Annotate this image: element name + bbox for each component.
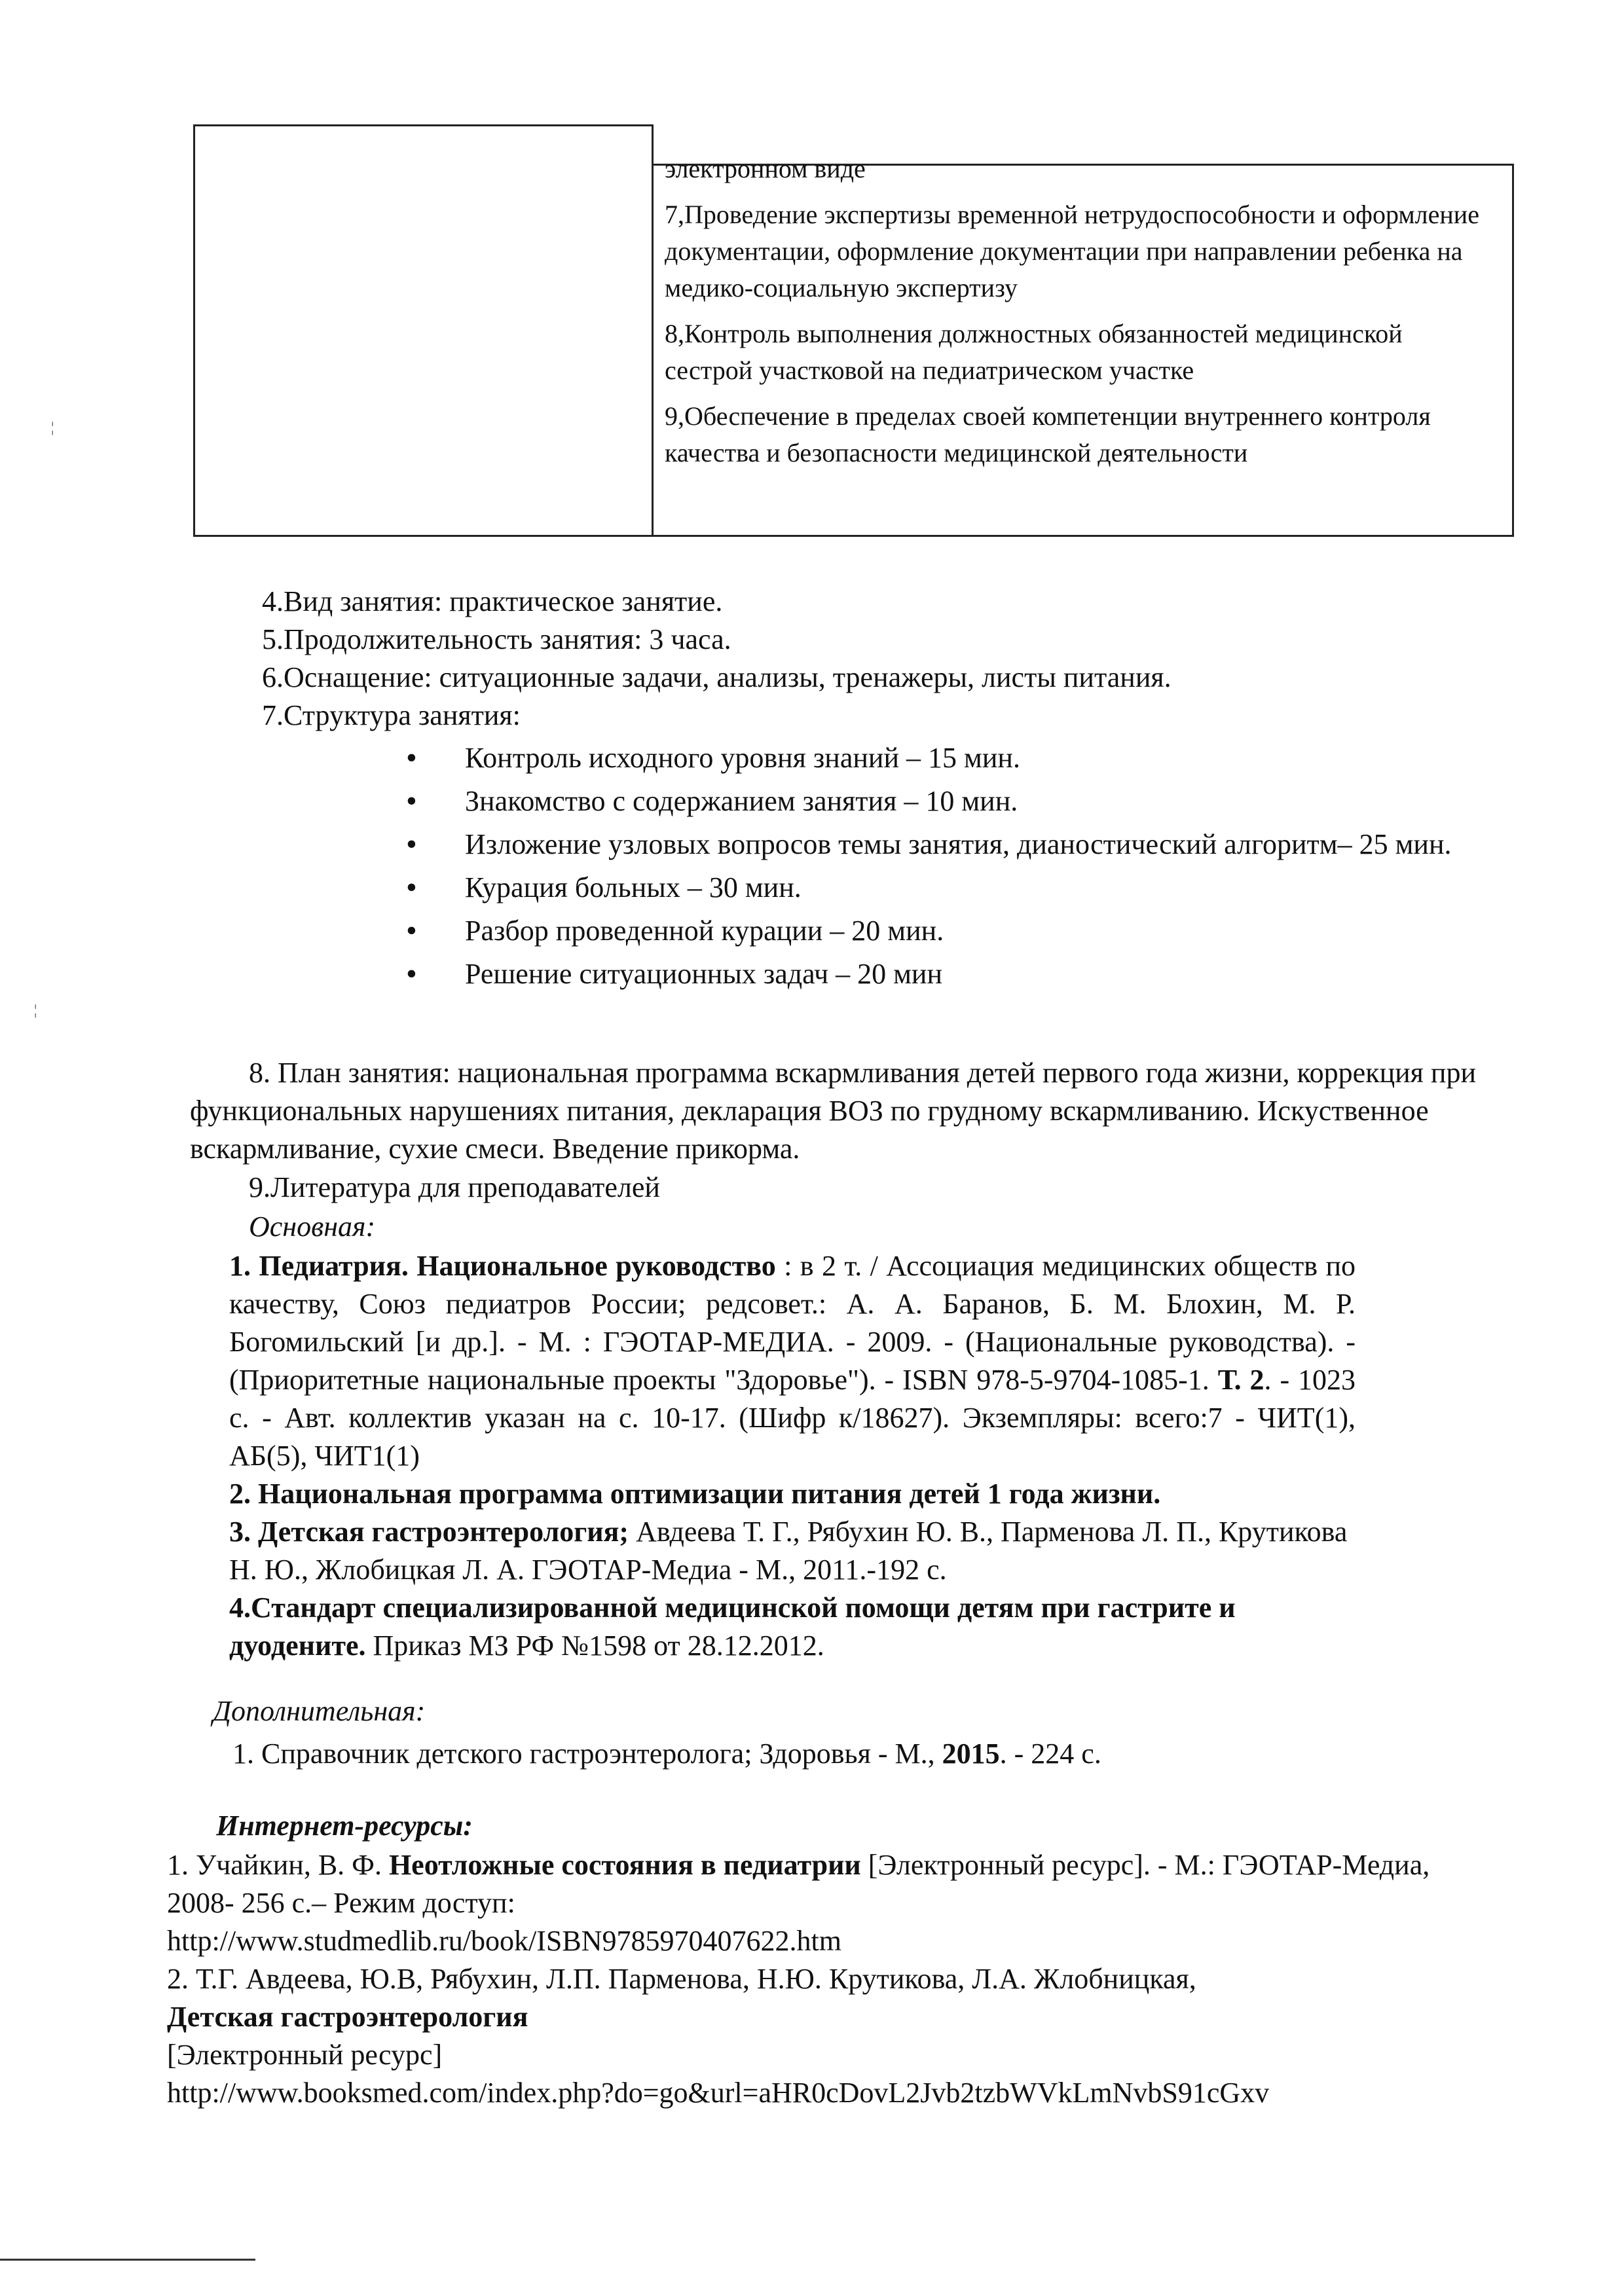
internet-resource-2-url[interactable]: http://www.booksmed.com/index.php?do=go&url=aHR0cDovL2Jvb2tzbWVkLmNvbS91cGxv xyxy=(167,2077,1270,2109)
additional-reference-tail: . - 224 с. xyxy=(999,1738,1101,1770)
internet-resource-1-title: Неотложные состояния в педиатрии xyxy=(388,1849,861,1881)
reference-1-text: : в 2 т. / Ассоциация медицинских обществ по качеству, Союз педиатров России; редсовет.: А. А. Баранов, Б. М. Блохин, М. Р. Богомильский [и др.]. - М. : ГЭОТАР-МЕДИА. - 2009. - (Национальные руководства). - (Приоритетные национальные проекты "Здоровье"). - ISBN 978-5-9704-1085-1. xyxy=(229,1250,1356,1396)
reference-3-text: Авдеева Т. Г., Рябухин Ю. В., Парменова Л. П., Крутикова Н. Ю., Жлобицкая Л. А. ГЭОТАР-Медиа - М., 2011.-192 с. xyxy=(229,1516,1348,1586)
list-item: • Разбор проведенной курации – 20 мин. xyxy=(406,913,1506,949)
margin-mark: ¦ xyxy=(51,419,54,435)
lesson-duration: 5.Продолжительность занятия: 3 часа. xyxy=(262,623,731,655)
additional-reference-1 xyxy=(232,1735,1477,1773)
main-literature-label: Основная: xyxy=(249,1211,376,1243)
internet-resources-label: Интернет-ресурсы: xyxy=(216,1810,473,1842)
list-item: • Курация больных – 30 мин. xyxy=(406,869,1506,906)
table-cell-competencies xyxy=(665,151,1490,471)
table-left-border xyxy=(193,124,195,537)
reference-2: 2. Национальная программа оптимизации питания детей 1 года жизни. xyxy=(229,1478,1161,1510)
list-item: • Решение ситуационных задач – 20 мин xyxy=(406,956,1506,993)
additional-reference-year: 2015 xyxy=(942,1738,1000,1770)
lesson-type: 4.Вид занятия: практическое занятие. xyxy=(262,585,723,617)
table-top-border-left xyxy=(193,124,652,126)
cell-item-8: 8,Контроль выполнения должностных обязанностей медицинской сестрой участковой на педиатрическом участке xyxy=(665,319,1403,385)
reference-1 xyxy=(229,1247,1356,1475)
margin-mark: ¦ xyxy=(34,1002,37,1018)
internet-resource-1-url[interactable]: http://www.studmedlib.ru/book/ISBN9785970407622.htm xyxy=(167,1925,841,1957)
lesson-plan: 8. План занятия: национальная программа вскармливания детей первого года жизни, коррекция при функциональных нарушениях питания, декларация ВОЗ по грудному вскармливанию. Искуственное вскармливание, сухие смеси. Введение прикорма. xyxy=(190,1057,1476,1165)
table-bottom-border xyxy=(193,535,1514,537)
internet-resource-2-authors: 2. Т.Г. Авдеева, Ю.В, Рябухин, Л.П. Парменова, Н.Ю. Крутикова, Л.А. Жлобницкая, xyxy=(167,1963,1196,1995)
list-item: • Изложение узловых вопросов темы занятия, дианостический алгоритм– 25 мин. xyxy=(406,826,1506,863)
internet-resource-1-author: 1. Учайкин, В. Ф. xyxy=(167,1849,389,1881)
table-column-divider xyxy=(652,124,654,537)
internet-resource-1 xyxy=(167,1846,1431,1922)
internet-resource-2-title: Детская гастроэнтерология xyxy=(167,2001,528,2033)
internet-resources xyxy=(167,1846,1431,2112)
cell-item-9: 9,Обеспечение в пределах своей компетенции внутреннего контроля качества и безопасности медицинской деятельности xyxy=(665,401,1431,467)
reference-3-title: 3. Детская гастроэнтерология; xyxy=(229,1516,629,1548)
reference-3 xyxy=(229,1513,1356,1589)
table-right-border xyxy=(1512,164,1514,537)
reference-4-title: 4.Стандарт специализированной медицинской помощи детям при гастрите и дуодените. xyxy=(229,1592,1236,1662)
additional-literature-label: Дополнительная: xyxy=(213,1695,426,1727)
cell-item-7: 7,Проведение экспертизы временной нетрудоспособности и оформление документации, оформление документации при направлении ребенка на медико-социальную экспертизу xyxy=(665,200,1479,302)
internet-resource-2-type: [Электронный ресурс] xyxy=(167,2039,443,2071)
main-references xyxy=(229,1247,1356,1665)
internet-resource-1-text: [Электронный ресурс]. - М.: ГЭОТАР-Медиа, 2008- 256 с.– Режим доступ: xyxy=(167,1849,1430,1919)
literature-title: 9.Литература для преподавателей xyxy=(249,1171,660,1203)
reference-1-volume: Т. 2 xyxy=(1217,1364,1264,1396)
reference-4-text: Приказ МЗ РФ №1598 от 28.12.2012. xyxy=(365,1630,824,1662)
lesson-equipment: 6.Оснащение: ситуационные задачи, анализы, тренажеры, листы питания. xyxy=(262,661,1172,693)
reference-4 xyxy=(229,1589,1356,1665)
list-item: • Знакомство с содержанием занятия – 10 мин. xyxy=(406,783,1506,820)
table-fragment xyxy=(193,124,1516,537)
reference-1-title: 1. Педиатрия. Национальное руководство xyxy=(229,1250,776,1282)
reference-1-tail: . - 1023 с. - Авт. коллектив указан на с. 10-17. (Шифр к/18627). Экземпляры: всего:7 - ЧИТ(1), АБ(5), ЧИТ1(1) xyxy=(229,1364,1356,1472)
footnote-separator xyxy=(0,2259,255,2261)
cell-line: электронном виде xyxy=(665,154,866,183)
additional-reference-text: 1. Справочник детского гастроэнтеролога; Здоровья - М., xyxy=(232,1738,942,1770)
lesson-info xyxy=(262,583,1506,735)
list-item: • Контроль исходного уровня знаний – 15 мин. xyxy=(406,740,1506,776)
lesson-structure-list xyxy=(406,740,1506,999)
lesson-structure-title: 7.Структура занятия: xyxy=(262,699,521,731)
